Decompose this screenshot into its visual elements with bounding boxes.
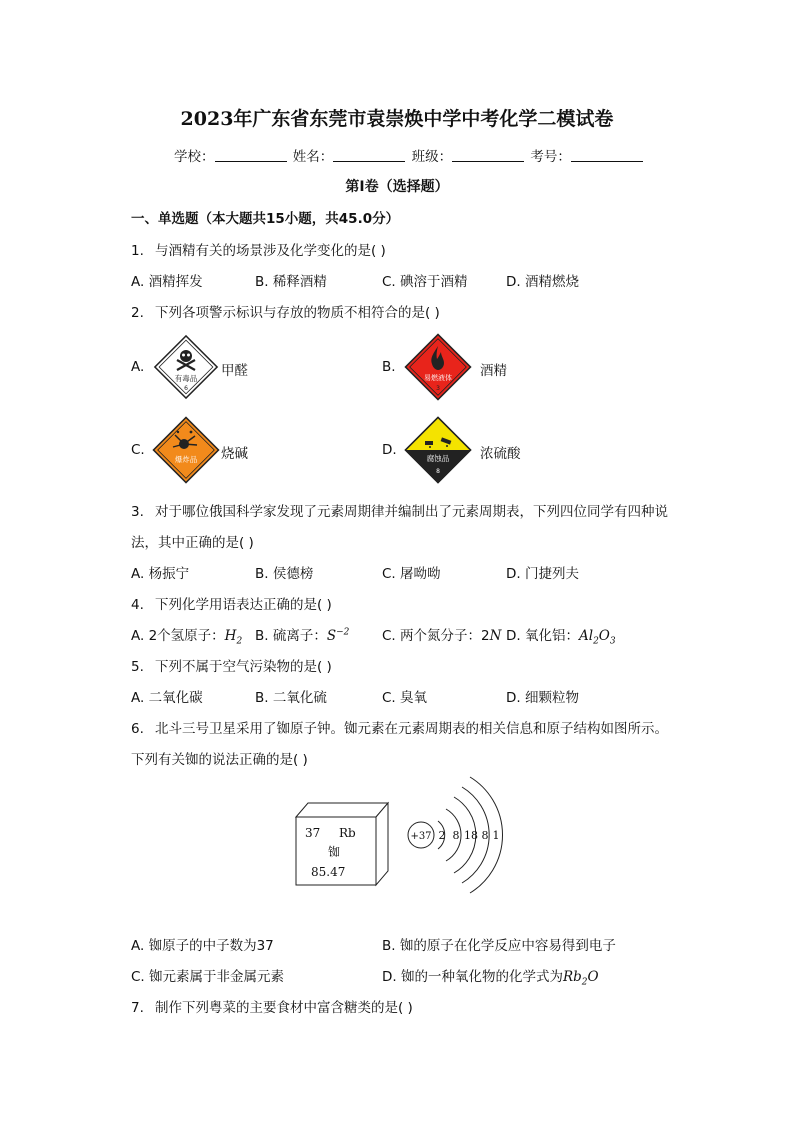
name-label: 姓名： — [292, 149, 334, 165]
sign-class: 3 — [436, 385, 440, 392]
question-4-options — [131, 624, 731, 647]
option-c[interactable]: C. 屠呦呦 — [382, 566, 441, 582]
atomic-mass: 85.47 — [311, 865, 346, 879]
sign-label: 易燃液体 — [424, 374, 452, 382]
option-b[interactable]: B. 二氧化硫 — [255, 690, 327, 706]
flammable-sign-icon — [403, 332, 473, 402]
exam-title: 2023年广东省东莞市袁崇焕中学中考化学二模试卷 — [180, 108, 614, 130]
option-b[interactable]: B. 硫离子：$S^{-2}$ — [255, 627, 350, 644]
question-text: 制作下列粤菜的主要食材中富含糖类的是( ) — [155, 1000, 413, 1016]
option-b[interactable]: B. 侯德榜 — [255, 566, 314, 582]
question-6-options-row2 — [131, 965, 731, 988]
question-number: 2. — [131, 305, 144, 321]
question-4 — [131, 593, 332, 613]
option-a[interactable]: A. 铷原子的中子数为37 — [131, 938, 274, 954]
sign-label: 腐蚀品 — [426, 454, 450, 463]
school-blank[interactable] — [215, 149, 287, 162]
sign-label: 有毒品 — [174, 374, 198, 383]
option-d-label: 浓硫酸 — [480, 446, 521, 462]
corrosive-sign-icon — [403, 415, 473, 485]
option-b[interactable]: B. 铷的原子在化学反应中容易得到电子 — [382, 938, 616, 954]
option-d[interactable]: D. 铷的一种氧化物的化学式为$Rb_2O$ — [382, 969, 599, 988]
question-number: 3. — [131, 504, 144, 520]
option-a[interactable]: A. 二氧化碳 — [131, 690, 203, 706]
toxic-sign-icon — [151, 332, 221, 402]
sign-class: 8 — [436, 468, 440, 475]
option-c[interactable]: C. 臭氧 — [382, 690, 428, 706]
explosive-sign-icon — [151, 415, 221, 485]
option-c-label: 烧碱 — [221, 446, 248, 462]
name-blank[interactable] — [333, 149, 405, 162]
section-heading: 一、单选题（本大题共15小题，共45.0分） — [131, 211, 400, 227]
class-blank[interactable] — [452, 149, 524, 162]
question-6-line2: 下列有关铷的说法正确的是( ) — [131, 752, 308, 768]
question-text: 对于哪位俄国科学家发现了元素周期律并编制出了元素周期表，下列四位同学有四种说 — [155, 504, 668, 520]
option-b-letter[interactable]: B. — [382, 359, 396, 375]
option-c[interactable]: C. 铷元素属于非金属元素 — [131, 969, 285, 985]
question-2 — [131, 301, 440, 321]
question-number: 1. — [131, 243, 144, 259]
option-a[interactable]: A. 2个氢原子：$H_2$ — [131, 628, 243, 647]
shell-3: 18 — [464, 829, 478, 842]
question-number: 5. — [131, 659, 144, 675]
question-text: 下列各项警示标识与存放的物质不相符合的是( ) — [155, 305, 440, 321]
question-3 — [131, 500, 668, 520]
option-c[interactable]: C. 碘溶于酒精 — [382, 274, 468, 290]
question-3-line2: 法，其中正确的是( ) — [131, 535, 254, 551]
question-1 — [131, 239, 386, 259]
question-text: 北斗三号卫星采用了铷原子钟。铷元素在元素周期表的相关信息和原子结构如图所示。 — [155, 721, 668, 737]
question-6 — [131, 717, 668, 737]
sign-label: 爆炸品 — [174, 455, 198, 464]
option-a[interactable]: A. 杨振宁 — [131, 566, 190, 582]
question-6-options-row1 — [131, 934, 731, 954]
atomic-number: 37 — [305, 826, 321, 840]
question-number: 4. — [131, 597, 144, 613]
atom-structure-figure — [404, 775, 504, 895]
option-c[interactable]: C. 两个氮分子：2N — [382, 628, 502, 644]
nucleus-charge: +37 — [410, 831, 432, 842]
part-heading: 第Ⅰ卷（选择题） — [345, 179, 449, 195]
shell-1: 2 — [438, 829, 446, 842]
option-a-letter[interactable]: A. — [131, 359, 145, 375]
question-text: 与酒精有关的场景涉及化学变化的是( ) — [155, 243, 386, 259]
question-3-options — [131, 562, 731, 582]
option-d[interactable]: D. 酒精燃烧 — [506, 274, 579, 290]
question-number: 6. — [131, 721, 144, 737]
question-text: 下列不属于空气污染物的是( ) — [155, 659, 332, 675]
option-a[interactable]: A. 酒精挥发 — [131, 274, 203, 290]
element-name: 铷 — [328, 845, 341, 859]
element-symbol: Rb — [339, 826, 356, 840]
school-label: 学校： — [174, 149, 215, 165]
option-d[interactable]: D. 氧化铝：$Al_2O_3$ — [506, 628, 616, 647]
question-text: 下列化学用语表达正确的是( ) — [155, 597, 332, 613]
student-info — [174, 145, 645, 165]
shell-4: 8 — [481, 829, 489, 842]
shell-5: 1 — [492, 829, 500, 842]
option-d[interactable]: D. 门捷列夫 — [506, 566, 579, 582]
option-b-label: 酒精 — [480, 363, 507, 379]
option-d[interactable]: D. 细颗粒物 — [506, 690, 579, 706]
question-number: 7. — [131, 1000, 144, 1016]
question-7 — [131, 996, 413, 1016]
option-c-letter[interactable]: C. — [131, 442, 145, 458]
question-5 — [131, 655, 332, 675]
option-d-letter[interactable]: D. — [382, 442, 397, 458]
class-label: 班级： — [411, 149, 453, 165]
shell-2: 8 — [452, 829, 460, 842]
number-blank[interactable] — [571, 149, 643, 162]
question-5-options — [131, 686, 731, 706]
option-a-label: 甲醛 — [221, 363, 248, 379]
element-cell-figure — [292, 797, 392, 889]
number-label: 考号： — [530, 149, 571, 165]
question-1-options — [131, 270, 731, 290]
sign-class: 6 — [184, 385, 188, 392]
option-b[interactable]: B. 稀释酒精 — [255, 274, 327, 290]
